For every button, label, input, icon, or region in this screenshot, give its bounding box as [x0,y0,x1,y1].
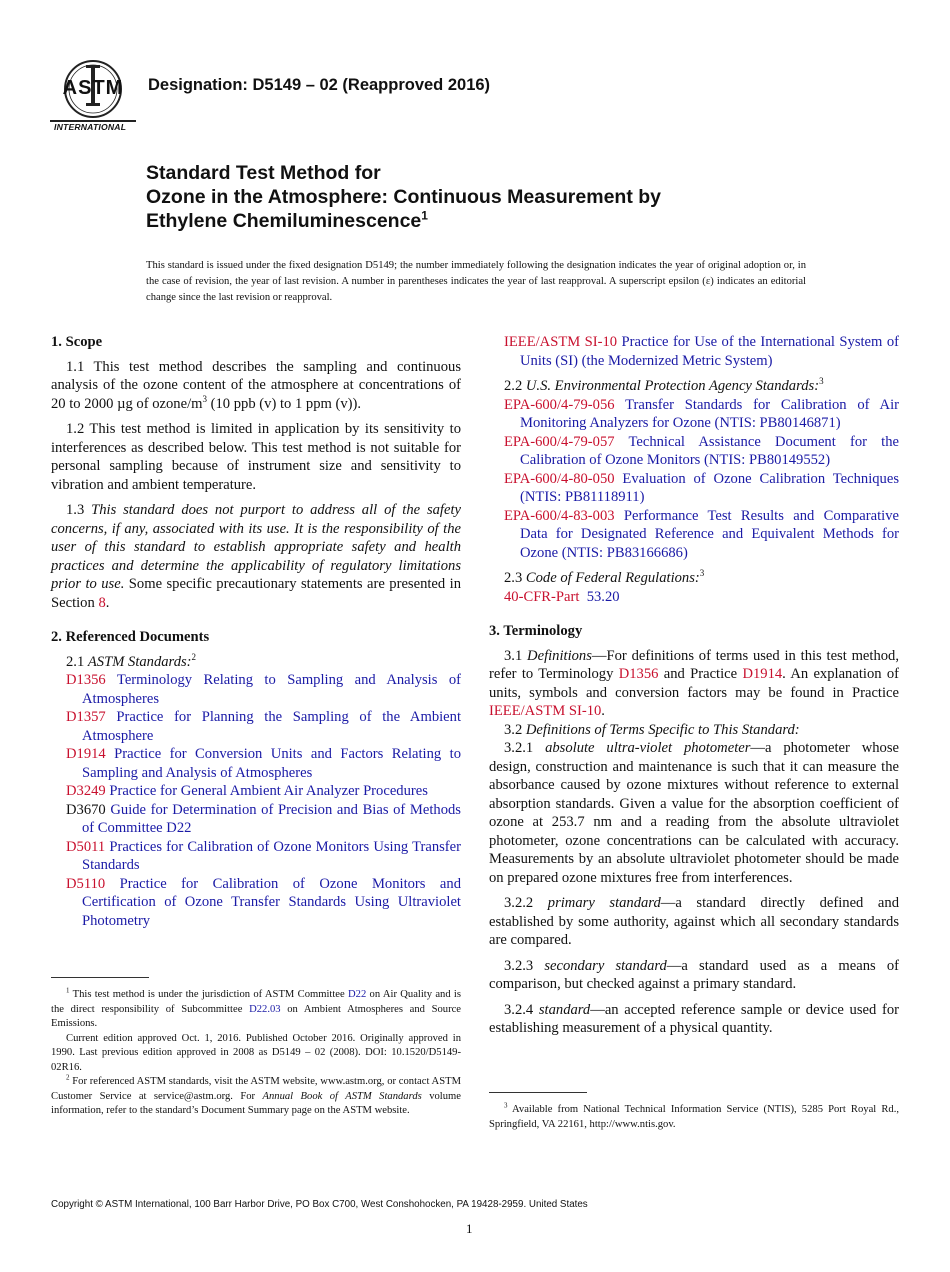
def-3-2-4 [489,1001,899,1038]
def-3-2-num: 3.2 [504,721,526,738]
footnotes-left [51,988,461,1119]
title-line-2: Ozone in the Atmosphere: Continuous Measurement by [146,186,661,208]
d1356-link[interactable]: D1356 [618,666,659,682]
logo-wordmark: INTERNATIONAL [54,122,127,132]
copyright-line: Copyright © ASTM International, 100 Barr Harbor Drive, PO Box C700, West Conshohocken, PA 19428-2959. United States [51,1199,588,1210]
ref-title-link[interactable]: Practices for Calibration of Ozone Monitors Using Transfer Standards [82,838,461,873]
def-3-1-num: 3.1 [504,647,528,664]
astm-ref-item[interactable] [51,782,461,801]
ref-code-link[interactable]: D1356 [66,672,106,688]
astm-ref-item[interactable] [51,671,461,708]
footnote-mark-2: 2 [191,651,197,662]
ref-title-link[interactable]: Practice for Conversion Units and Factors Relating to Sampling and Analysis of Atmospheres [82,746,461,781]
footnote-3 [489,1103,899,1132]
cubic-mark: 3 [202,393,207,404]
scope-heading: 1. Scope [51,334,103,350]
scope-1-1-end: (10 ppb (v) to 1 ppm (v)). [207,395,362,412]
ref-title-link[interactable]: Guide for Determination of Precision and Bias of Methods of Committee D22 [82,801,461,836]
epa-ref-item[interactable] [489,470,899,507]
ref-title-link[interactable]: Evaluation of Ozone Calibration Techniques (NTIS: PB81118911) [520,470,899,505]
right-column [489,333,899,1038]
ref-title-link[interactable]: Transfer Standards for Calibration of Air Monitoring Analyzers for Ozone (NTIS: PB80146871) [520,396,899,431]
def-3-1-text-1: —For definitions of terms used in this test method, refer to Terminology [489,647,900,682]
epa-ref-item[interactable] [489,433,899,470]
ref-code-link[interactable]: EPA-600/4-79-056 [504,396,615,413]
logo-letters: ASTM [62,77,124,99]
ref-title-link[interactable]: Practice for Planning the Sampling of the Ambient Atmosphere [82,709,461,744]
astm-standards-label [51,653,461,672]
scope-1-3-end: . [105,594,110,611]
astm-ref-item[interactable] [51,801,461,838]
def-3-2-2 [489,894,899,950]
section-8-link[interactable]: 8 [98,594,106,611]
ref-code-link[interactable]: D1357 [66,709,106,725]
footnote-2 [51,1075,461,1119]
sub-2-3-label: Code of Federal Regulations: [525,570,700,586]
def-3-1-text-3: . An explanation of units, symbols and conversion factors may be found in Practice [489,666,899,701]
footnote-1-text-a: This test method is under the jurisdiction of ASTM Committee [69,989,348,1000]
def-3-2-3-term: secondary standard [544,957,667,974]
footnote-1-mark: 1 [66,986,70,995]
astm-ref-item[interactable] [51,745,461,782]
astm-logo [50,57,136,135]
subcommittee-d22-03-link[interactable]: D22.03 [249,1003,281,1015]
sub-2-1-num: 2.1 [66,653,88,670]
def-3-2-1-term: absolute ultra-violet photometer [545,740,751,756]
cfr-label [489,569,899,588]
footnote-2-mark: 2 [66,1073,70,1082]
def-3-2-1 [489,739,899,887]
ieee-si10-link[interactable]: IEEE/ASTM SI-10 [489,703,602,719]
ref-code-link[interactable]: D3249 [66,783,106,799]
astm-ref-item[interactable] [51,838,461,875]
sub-2-1-label: ASTM Standards: [87,653,192,670]
scope-1-1-text: 1.1 This test method describes the sampling and continuous analysis of the ozone content of the atmosphere at concentrations of 20 to 2000 µg of ozone/m [51,358,461,412]
def-3-2-2-text: —a standard directly defined and established by some authority, against which all secondary standards are compared. [489,895,899,948]
scope-1-2: 1.2 This test method is limited in application by its sensitivity to interferences as described below. This test method is not suitable for personal sampling because of instrument size and sensitivity to vibration and ambient temperature. [51,421,461,493]
def-3-1-text-2: and Practice [658,666,743,682]
committee-d22-link[interactable]: D22 [348,989,367,1000]
footnote-3-mark: 3 [504,1101,508,1110]
ref-title-link[interactable]: Terminology Relating to Sampling and Analysis of Atmospheres [82,672,462,707]
def-3-2-3 [489,957,899,994]
ref-code-link[interactable]: D5110 [66,875,106,892]
def-3-2-3-text: —a standard used as a means of comparison, but checked against a primary standard. [489,957,899,992]
title-line-3-text: Ethylene Chemiluminescence [146,210,422,232]
edition-note: Current edition approved Oct. 1, 2016. Published October 2016. Originally approved in 1990. Last previous edition approved in 2008 as D5149 – 02 (2008). DOI: 10.1520/D5149-02R16. [51,1032,461,1073]
ref-code-link[interactable]: EPA-600/4-80-050 [504,470,615,487]
def-3-1-text-4: . [601,703,605,719]
terminology-heading: 3. Terminology [489,623,583,639]
ref-code-link[interactable]: IEEE/ASTM SI-10 [504,334,618,350]
ref-title-link[interactable]: Technical Assistance Document for the Calibration of Ozone Monitors (NTIS: PB80149552) [520,433,899,468]
ref-code-link[interactable]: D1914 [66,746,106,762]
scope-1-3 [51,501,461,612]
def-3-2-label: Definitions of Terms Specific to This Standard: [525,721,800,738]
footnote-2-text-a: For referenced ASTM standards, visit the ASTM website, www.astm.org, or contact ASTM Customer Service at service@astm.org. For [51,1076,461,1102]
ref-code-link[interactable]: EPA-600/4-79-057 [504,433,615,450]
ref-title-link[interactable]: 53.20 [586,588,620,605]
annual-book-title: Annual Book of ASTM Standards [262,1090,422,1102]
def-3-2 [489,721,899,740]
sub-2-2-num: 2.2 [504,378,526,394]
ref-code-link[interactable]: EPA-600/4-83-003 [504,507,615,524]
def-3-1 [489,647,899,721]
sub-2-3-num: 2.3 [504,570,526,586]
scope-1-3-num: 1.3 [66,502,92,518]
footnote-1-text-c: on Ambient Atmospheres and Source Emissions. [51,1003,462,1029]
footnote-1-text-b: on Air Quality and is the direct responsibility of Subcommittee [51,989,461,1015]
sub-2-2-label: U.S. Environmental Protection Agency Standards: [525,378,820,394]
footnote-right [489,1103,899,1132]
footnote-divider [489,1092,587,1093]
ref-title-link[interactable]: Performance Test Results and Comparative Data for Designated Reference and Equivalent Methods for Ozone (NTIS: PB83166686) [520,507,899,561]
astm-ref-item[interactable] [51,875,461,931]
def-3-2-2-num: 3.2.2 [504,895,548,911]
ref-title-link[interactable]: Practice for Calibration of Ozone Monitors and Certification of Ozone Transfer Standards Using Ultraviolet Photometry [82,875,462,929]
ref-code-link[interactable]: D5011 [66,838,106,855]
cfr-ref-item[interactable] [489,588,899,607]
epa-ref-item[interactable] [489,396,899,433]
def-3-2-3-num: 3.2.3 [504,957,545,974]
designation: Designation: D5149 – 02 (Reapproved 2016) [148,76,491,94]
footnote-1 [51,988,461,1032]
footnote-mark-3: 3 [819,376,824,387]
def-3-2-4-text: —an accepted reference sample or device used for establishing measurement of a physical quantity. [489,1001,899,1036]
def-3-2-1-text: —a photometer whose design, construction and maintenance is such that it can measure the absorbance caused by ozone mixtures without reference to external absorption standards. Given a value for the absorption coefficient of ozone at 253.7 nm and a reading from the absolute ultraviolet photometer, ozone concentrations can be calculated with accuracy. Measurements by an absolute ultraviolet photometer should be made on prepared ozone mixtures free from interferences. [489,740,899,886]
ref-title-link[interactable]: Practice for General Ambient Air Analyzer Procedures [109,783,428,799]
footnote-3-text: Available from National Technical Information Service (NTIS), 5285 Port Royal Rd., Springfield, VA 22161, http://www.ntis.gov. [489,1104,899,1130]
footnote-2-text-b: volume information, refer to the standard’s Document Summary page on the ASTM website. [51,1090,461,1116]
ref-code-link[interactable]: 40-CFR-Part [504,588,580,605]
page-number: 1 [466,1221,473,1236]
d1914-link[interactable]: D1914 [742,666,783,682]
def-3-2-4-num: 3.2.4 [504,1001,539,1018]
safety-statement: This standard does not purport to address all of the safety concerns, if any, associated with its use. It is the responsibility of the user of this standard to establish appropriate safety and health practices and determine the applicability of regulatory limitations prior to use. [51,502,461,592]
scope-1-1 [51,358,461,414]
preamble: This standard is issued under the fixed designation D5149; the number immediately following the designation indicates the year of original adoption or, in the case of revision, the year of last revision. A number in parentheses indicates the year of last reapproval. A superscript epsilon (ε) indicates an editorial change since the last revision or reapproval. [146,260,806,303]
ref-code: D3670 [66,801,106,818]
document-title [146,161,661,233]
epa-standards-label [489,377,899,396]
def-3-1-label: Definitions [527,647,592,664]
footnote-mark-3b: 3 [699,568,705,579]
def-3-2-2-term: primary standard [547,895,661,911]
title-line-1: Standard Test Method for [146,162,381,184]
left-column [51,333,461,930]
title-footnote-mark: 1 [421,208,428,223]
ref-title-link[interactable]: Practice for Use of the International System of Units (SI) (the Modernized Metric System) [520,334,899,369]
scope-1-3-rest: Some specific precautionary statements are presented in Section [51,576,461,611]
epa-ref-item[interactable] [489,507,899,563]
def-3-2-4-term: standard [538,1001,591,1018]
astm-ref-item[interactable] [51,708,461,745]
title-line-3 [146,209,661,233]
ieee-ref-item[interactable] [489,333,899,370]
def-3-2-1-num: 3.2.1 [504,740,546,756]
footnote-divider [51,977,149,978]
refdocs-heading: 2. Referenced Documents [51,629,210,645]
